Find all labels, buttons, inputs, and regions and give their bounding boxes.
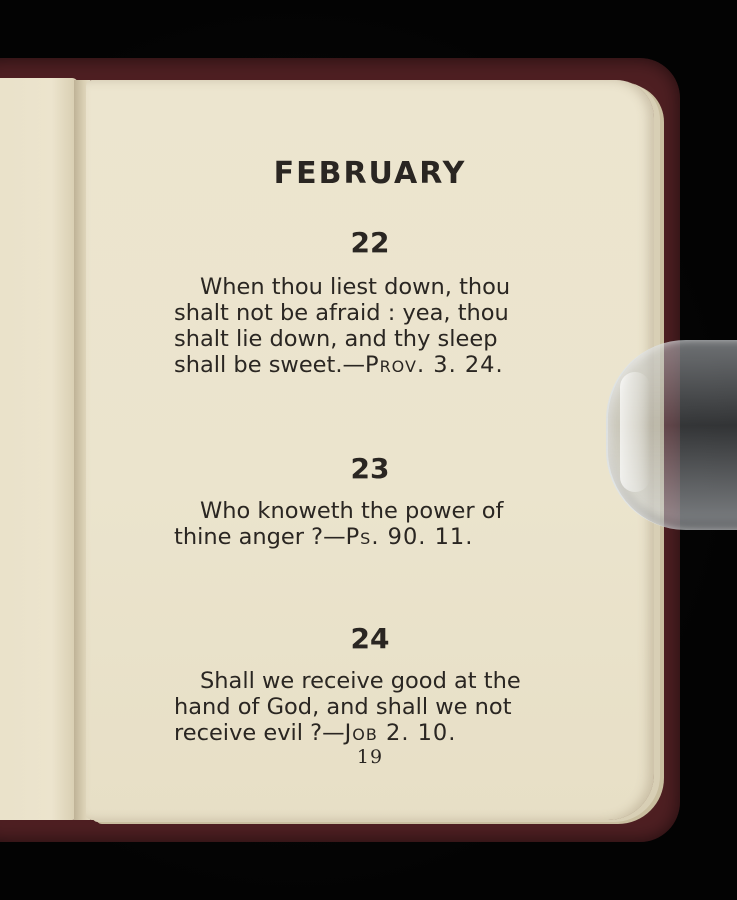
verse-line: Shall we receive good at the [200, 668, 521, 694]
scripture-reference: Job 2. 10. [344, 720, 457, 746]
verse-line: hand of God, and shall we not [174, 694, 512, 720]
verse-line: Who knoweth the power of [200, 498, 504, 524]
day-number-24: 24 [350, 622, 390, 655]
page-number: 19 [356, 746, 384, 768]
verse-line: When thou liest down, thou [200, 274, 511, 300]
day-number-22: 22 [350, 226, 390, 259]
verse-23 [174, 498, 574, 550]
clip-highlight [620, 372, 650, 492]
page-content [86, 80, 654, 820]
left-page [0, 78, 78, 820]
verse-24 [174, 668, 574, 746]
verse-line [174, 720, 574, 746]
verse-22 [174, 274, 574, 378]
verse-line: shalt lie down, and thy sleep [174, 326, 498, 352]
verse-line: shalt not be afraid : yea, thou [174, 300, 509, 326]
verse-text: thine anger ?— [174, 524, 346, 550]
verse-text: shall be sweet.— [174, 352, 365, 378]
verse-line [174, 524, 574, 550]
month-heading: FEBRUARY [273, 156, 467, 191]
verse-text: receive evil ?— [174, 720, 345, 746]
day-number-23: 23 [350, 452, 390, 485]
scripture-reference: Ps. 90. 11. [345, 524, 474, 550]
scripture-reference: Prov. 3. 24. [365, 352, 504, 378]
verse-line [174, 352, 574, 378]
right-page [86, 80, 654, 820]
